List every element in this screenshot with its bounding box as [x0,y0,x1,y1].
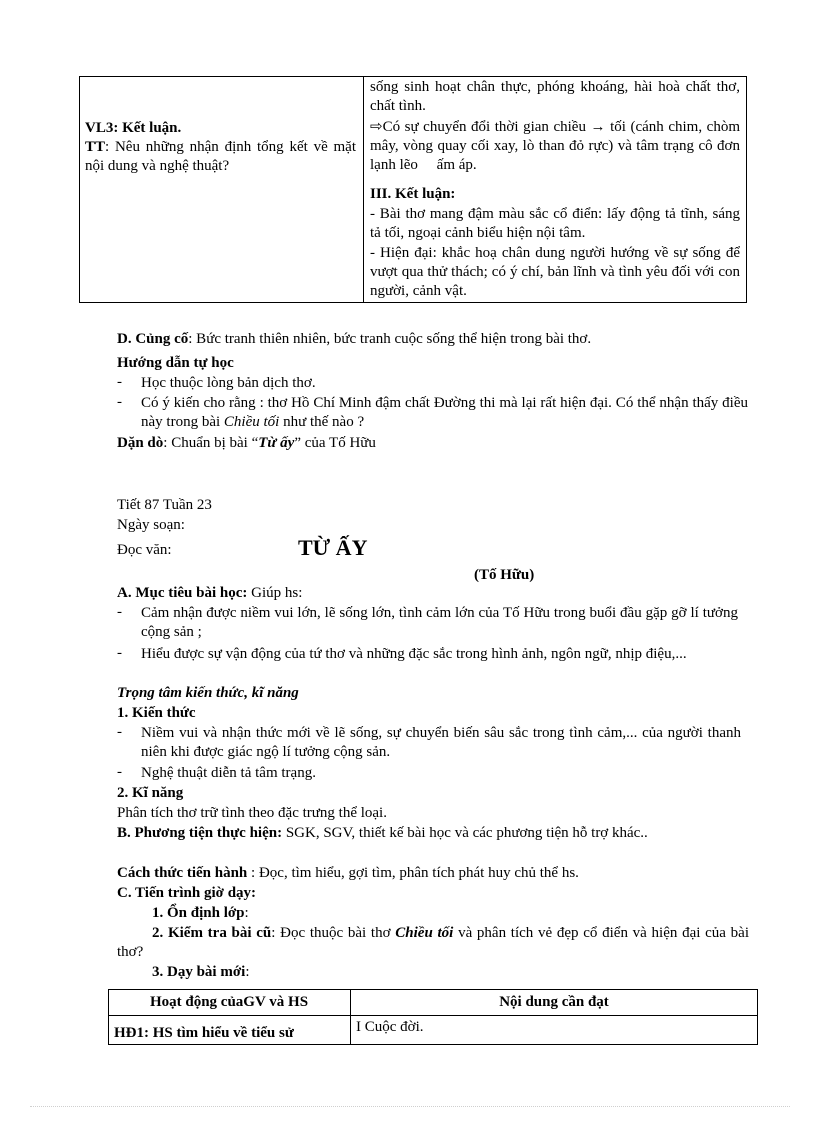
table-header-content: Nội dung cần đạt [499,994,609,1010]
step-3-colon: : [245,964,250,980]
right-p1: sống sinh hoạt chân thực, phóng khoáng, hài hoà chất thơ, chất tình. [370,79,740,114]
ket-luan-item-1: - Bài thơ mang đậm màu sắc cổ điển: lấy động tả tĩnh, sáng tả tối, ngoại cảnh biểu hiện nội tâm. [370,206,740,241]
table-row-1-content: I Cuộc đời. [356,1019,424,1035]
cung-co-label: D. Củng cố [117,331,189,347]
phuong-tien-label: B. Phương tiện thực hiện: [117,825,283,841]
top-table-divider [363,76,364,303]
cach-thuc [117,864,579,883]
right-p2-a: ⇨Có sự chuyển đổi thời gian chiều [370,119,586,135]
right-p2-c: ấm áp. [436,157,477,173]
bullet-dash: - [117,604,122,620]
chieu-toi-title-2: Chiều tối [395,925,454,941]
bullet-dash: - [117,724,122,740]
lesson-title: TỪ ẤY [298,535,368,560]
step-3-label: 3. Dạy bài mới [152,964,246,980]
dan-do-text-a: : Chuẩn bị bài “ [163,435,259,451]
phuong-tien [117,824,751,843]
tt-question [85,138,356,176]
lesson-author: (Tố Hữu) [474,567,535,583]
trong-tam-heading: Trọng tâm kiến thức, kĩ năng [117,685,299,701]
step-1-colon: : [244,905,249,921]
phuong-tien-text: SGK, SGV, thiết kế bài học và các phương tiện hỗ trợ khác.. [282,825,648,841]
huong-dan-item-2 [141,394,748,432]
arrow-icon: → [590,119,606,135]
tien-trinh-heading: C. Tiến trình giờ dạy: [117,885,257,901]
bullet-dash: - [117,374,122,390]
muc-tieu-label: A. Mục tiêu bài học: [117,585,248,601]
cung-co [117,330,591,349]
huong-dan-heading: Hướng dẫn tự học [117,355,234,371]
cach-thuc-text: : Đọc, tìm hiểu, gợi tìm, phân tích phát huy chủ thể hs. [247,865,579,881]
table-row-1-activity: HĐ1: HS tìm hiểu về tiểu sử [114,1025,294,1041]
ki-nang-text: Phân tích thơ trữ tình theo đặc trưng thể loại. [117,805,387,821]
step-2-b: và phân tích vẻ đẹp cổ điển và hiện đại của bài thơ? [117,925,749,960]
ki-nang-heading: 2. Kĩ năng [117,785,184,801]
step-3 [152,963,249,982]
table-header-activity: Hoạt động củaGV và HS [149,994,309,1010]
huong-dan-item-2-b: như thế nào ? [283,414,365,430]
bullet-dash: - [117,645,122,661]
dan-do-text-b: ” của Tố Hữu [294,435,376,451]
tiet-tuan: Tiết 87 Tuần 23 [117,497,212,513]
bullet-dash: - [117,394,122,410]
step-1-label: 1. Ổn định lớp [152,905,245,921]
right-p2 [370,118,740,175]
ngay-soan: Ngày soạn: [117,517,185,533]
muc-tieu-item-2: Hiểu được sự vận động của tứ thơ và những đặc sắc trong hình ảnh, ngôn ngữ, nhịp điệu,... [141,646,687,662]
chieu-toi-title: Chiều tối [223,414,280,430]
tt-label: TT [85,139,106,155]
kien-thuc-item-2: Nghệ thuật diễn tả tâm trạng. [141,765,316,781]
huong-dan-item-1: Học thuộc lòng bản dịch thơ. [141,375,316,391]
cung-co-text: : Bức tranh thiên nhiên, bức tranh cuộc sống thể hiện trong bài thơ. [188,331,592,347]
tt-text: : Nêu những nhận định tổng kết về mặt nội dung và nghệ thuật? [85,139,356,174]
step-1 [152,904,249,923]
muc-tieu-text: Giúp hs: [247,585,303,601]
step-2-label: 2. Kiểm tra bài cũ [152,925,272,941]
kien-thuc-heading: 1. Kiến thức [117,705,196,721]
lesson-table-header-line [108,1015,758,1016]
kien-thuc-item-1: Niềm vui và nhận thức mới về lẽ sống, sự chuyển biến sâu sắc trong tình cảm,... của người thanh niên khi được giác ngộ lí tưởng cộng sản. [141,725,741,760]
ket-luan-item-2: - Hiện đại: khắc hoạ chân dung người hướng về sự sống để vượt qua thử thách; có ý chí, bản lĩnh và tình yêu đối với con người, cảnh vật. [370,245,740,299]
doc-van: Đọc văn: [117,542,172,558]
step-2 [117,924,749,962]
muc-tieu [117,584,302,603]
right-p2-b: tối (cánh chim, chòm mây, vòng quay cối xay, lò than đỏ rực) và tâm trạng cô đơn lạnh lẽo [370,119,740,173]
dan-do [117,434,376,453]
vl3-label: VL3: Kết luận. [85,120,182,136]
cach-thuc-label: Cách thức tiến hành [117,865,248,881]
page-footer-rule [30,1106,790,1107]
muc-tieu-item-1: Cảm nhận được niềm vui lớn, lẽ sống lớn, tình cảm lớn của Tố Hữu trong buổi đầu gặp gỡ lí tưởng cộng sản ; [141,605,738,640]
bullet-dash: - [117,764,122,780]
step-2-a: : Đọc thuộc bài thơ [271,925,391,941]
huong-dan-item-2-a: Có ý kiến cho rằng : thơ Hồ Chí Minh đậm chất Đường thi mà lại rất hiện đại. Có thể nhận thấy điều này trong bài [141,395,748,430]
tu-ay-ref: Từ ấy [258,435,295,451]
ket-luan-heading: III. Kết luận: [370,186,456,202]
dan-do-label: Dặn dò [117,435,164,451]
